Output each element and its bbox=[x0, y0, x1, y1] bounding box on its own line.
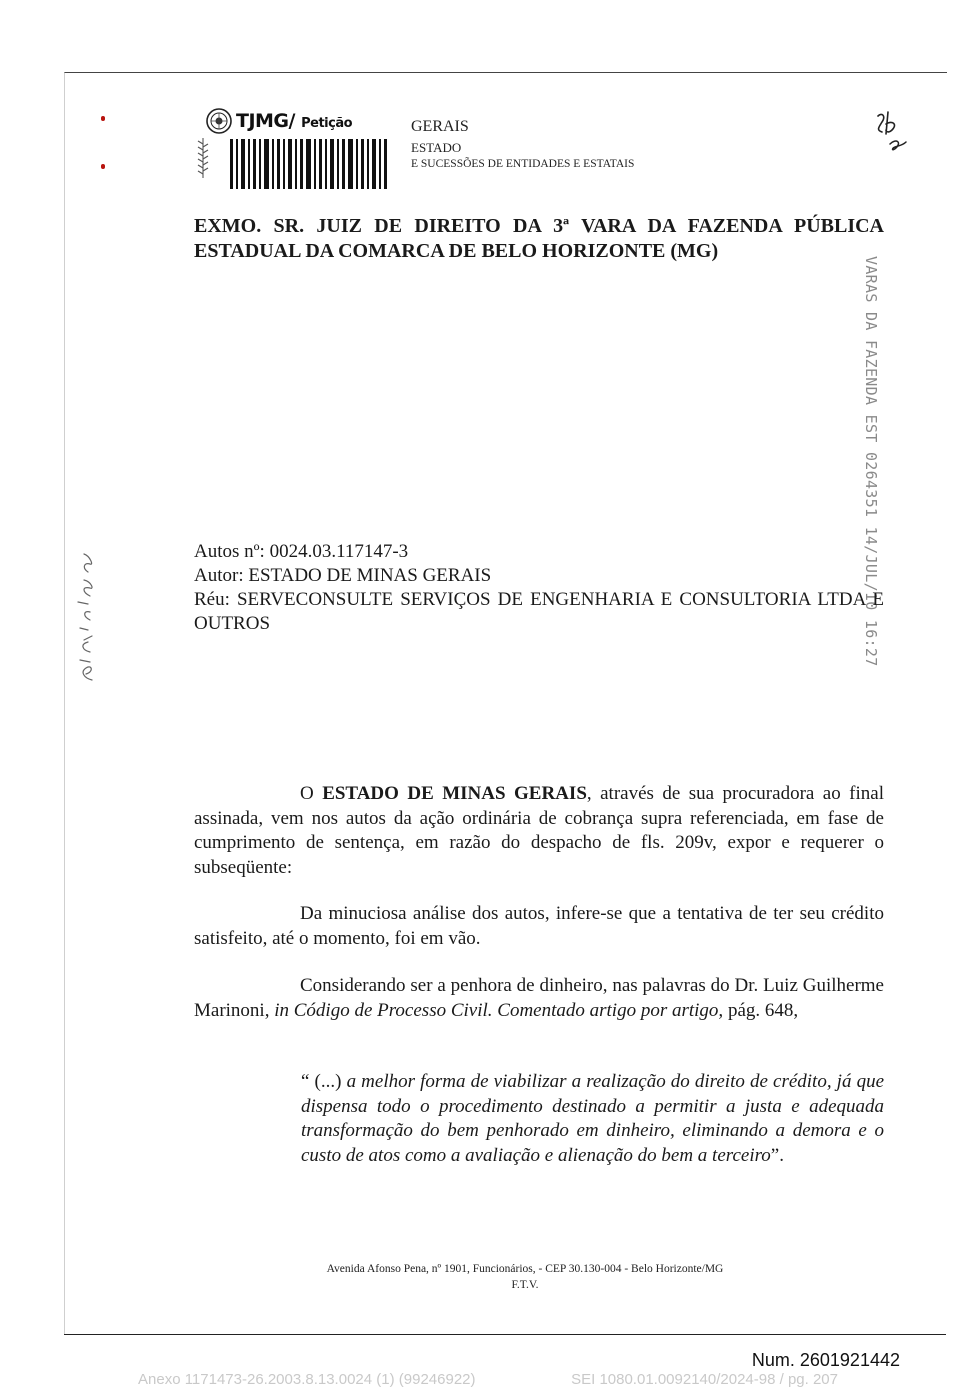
case-info-block bbox=[194, 540, 884, 636]
annex-reference: Anexo 1171473-26.2003.8.13.0024 (1) (99246922) bbox=[138, 1371, 476, 1388]
handwritten-page-number bbox=[868, 108, 912, 156]
laurel-icon bbox=[196, 136, 210, 180]
tjmg-petition-label bbox=[196, 106, 416, 192]
sei-reference: SEI 1080.01.0092140/2024-98 / pg. 207 bbox=[571, 1371, 838, 1388]
footer-initials: F.T.V. bbox=[511, 1279, 539, 1291]
document-number: Num. 2601921442 bbox=[751, 1350, 900, 1370]
paragraph-intro-lead: O bbox=[300, 783, 323, 804]
margin-handwritten-note bbox=[70, 540, 100, 690]
paragraph-citation-part2: pág. 648, bbox=[723, 999, 799, 1021]
protocol-stamp-text: VARAS DA FAZENDA EST 0264351 14/JUL/10 16:27 bbox=[862, 256, 880, 667]
header-line-2: ESTADO bbox=[411, 140, 462, 155]
page-bottom-rule bbox=[64, 1334, 946, 1335]
paragraph-citation-italic: in Código de Processo Civil. Comentado artigo por artigo, bbox=[274, 999, 724, 1021]
paragraph-intro bbox=[194, 782, 884, 880]
title-line-1: EXMO. SR. JUIZ DE DIREITO DA 3ª VARA DA FAZENDA PÚBLICA bbox=[194, 215, 884, 237]
paragraph-citation bbox=[194, 974, 884, 1023]
quote-text: a melhor forma de viabilizar a realização do direito de crédito, já que dispensa todo o procedimento destinado a permitir a justa e adequada transformação do bem penhorado em dinheiro, eliminando a demora e o custo de atos como a avaliação e alienação do bem a terceiro bbox=[301, 1071, 885, 1166]
footer-address-block bbox=[196, 1261, 854, 1293]
block-quote bbox=[301, 1070, 884, 1168]
document-title bbox=[194, 214, 884, 264]
paragraph-analysis-text: Da minuciosa análise dos autos, infere-se que a tentativa de ter seu crédito satisfeito, até o momento, foi em vão. bbox=[194, 903, 884, 949]
quote-close: ”. bbox=[770, 1144, 784, 1166]
header-line-1: GERAIS bbox=[411, 118, 469, 135]
paragraph-citation-part1: Considerando ser a penhora de dinheiro, nas palavras do Dr. Luiz Guilherme Marinoni, bbox=[194, 975, 884, 1021]
protocol-stamp bbox=[860, 256, 884, 667]
footer-address: Avenida Afonso Pena, nº 1901, Funcionários, - CEP 30.130-004 - Belo Horizonte/MG bbox=[326, 1263, 724, 1275]
case-number: Autos nº: 0024.03.117147-3 bbox=[194, 541, 409, 562]
plaintiff: Autor: ESTADO DE MINAS GERAIS bbox=[194, 565, 492, 586]
paragraph-intro-bold: ESTADO DE MINAS GERAIS bbox=[322, 783, 587, 804]
paragraph-intro-rest: , através de sua procuradora ao final assinada, vem nos autos da ação ordinária de cobrança supra referenciada, em fase de cumprimento de sentença, em razão do despacho de fls. 209v, expor e requerer o subseqüente: bbox=[194, 783, 884, 878]
defendant: Réu: SERVECONSULTE SERVIÇOS DE ENGENHARIA E CONSULTORIA LTDA E OUTROS bbox=[194, 589, 884, 634]
quote-open: “ (...) bbox=[301, 1071, 347, 1092]
paragraph-analysis bbox=[194, 902, 884, 951]
header-line-3: E SUCESSÕES DE ENTIDADES E ESTATAIS bbox=[411, 158, 635, 170]
title-line-2: ESTADUAL DA COMARCA DE BELO HORIZONTE (MG) bbox=[194, 240, 719, 262]
barcode-icon bbox=[230, 139, 390, 189]
red-mark-dot bbox=[101, 116, 105, 121]
tjmg-logo-text: TJMG/ Petição bbox=[236, 110, 353, 132]
court-seal-icon bbox=[206, 108, 232, 134]
red-mark-dot bbox=[101, 164, 105, 169]
